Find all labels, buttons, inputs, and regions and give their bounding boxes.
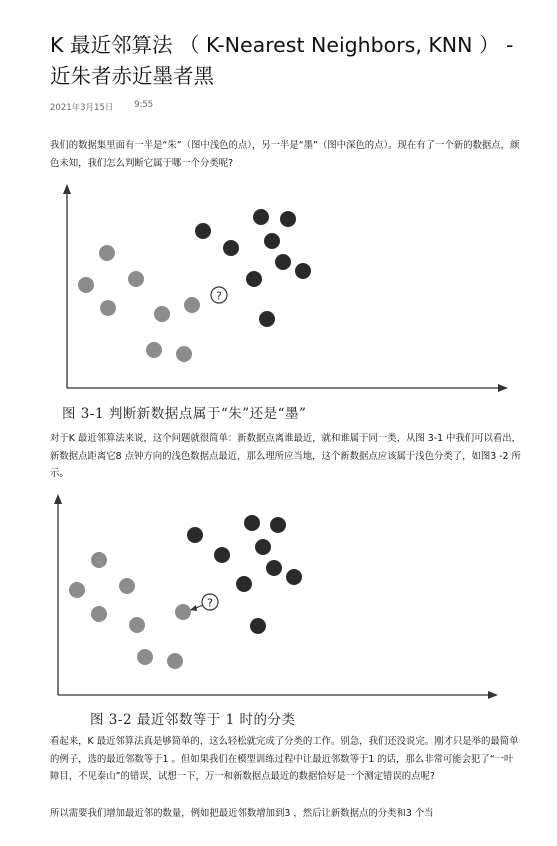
- figure-3-2-caption: 图 3-2 最近邻数等于 1 时的分类: [90, 712, 296, 728]
- paragraph-2: 对于K 最近邻算法来说，这个问题就很简单：新数据点离谁最近，就和谁属于同一类，从图 3-1 中我们可以看出，新数据点距离它8 点钟方向的浅色数据点最近，那么理所应当地，这个新数据点应该属于浅色分类了，如图3 -2 所示。: [50, 433, 522, 479]
- dark-point: [250, 618, 266, 634]
- light-point: [91, 552, 107, 568]
- scatter-figure-3-2: [50, 492, 520, 702]
- light-point: [129, 617, 145, 633]
- y-axis-arrow: [54, 494, 62, 504]
- dark-point: [286, 569, 302, 585]
- dark-point: [270, 517, 286, 533]
- scatter-figure-3-1: [50, 182, 520, 397]
- unknown-point: [202, 594, 218, 610]
- dark-point: [259, 311, 275, 327]
- dark-point: [236, 576, 252, 592]
- light-point: [167, 653, 183, 669]
- dark-point: [223, 240, 239, 256]
- x-axis-arrow: [488, 691, 498, 699]
- dark-points: [187, 515, 302, 634]
- figure-3-1-caption: 图 3-1 判断新数据点属于“朱”还是“墨”: [62, 406, 307, 422]
- unknown-point-label: ?: [216, 289, 222, 303]
- light-point: [176, 346, 192, 362]
- light-point: [100, 300, 116, 316]
- article-time: 9:55: [134, 100, 154, 110]
- article-meta: [50, 101, 153, 113]
- nearest-neighbor-arrow: [190, 605, 203, 611]
- figure-3-1: [50, 182, 520, 422]
- article-date: 2021年3月15日: [50, 103, 114, 113]
- dark-points: [195, 209, 311, 327]
- light-point: [91, 606, 107, 622]
- light-point: [137, 649, 153, 665]
- dark-point: [255, 539, 271, 555]
- light-point: [99, 245, 115, 261]
- light-point: [154, 306, 170, 322]
- x-axis-arrow: [498, 384, 508, 392]
- light-point: [146, 342, 162, 358]
- light-point: [78, 277, 94, 293]
- paragraph-1: 我们的数据集里面有一半是“朱”（图中浅色的点），另一半是“墨”（图中深色的点）。现在有了一个新的数据点，颜色未知，我们怎么判断它属于哪一个分类呢?: [50, 140, 520, 169]
- dark-point: [275, 254, 291, 270]
- dark-point: [295, 263, 311, 279]
- unknown-point: [211, 287, 227, 303]
- light-points: [78, 245, 200, 362]
- dark-point: [266, 560, 282, 576]
- dark-point: [253, 209, 269, 225]
- y-axis-arrow: [63, 184, 71, 194]
- arrow-head: [190, 605, 197, 611]
- dark-point: [214, 547, 230, 563]
- dark-point: [280, 211, 296, 227]
- unknown-point-label: ?: [207, 596, 213, 610]
- light-point: [119, 578, 135, 594]
- light-point: [69, 582, 85, 598]
- dark-point: [246, 271, 262, 287]
- dark-point: [187, 527, 203, 543]
- article-title: K 最近邻算法 （ K-Nearest Neighbors, KNN ） - 近朱者赤近墨者黑: [50, 33, 514, 88]
- dark-point: [244, 515, 260, 531]
- dark-point: [195, 223, 211, 239]
- figure-3-2: [50, 492, 520, 732]
- light-point: [184, 297, 200, 313]
- paragraph-3: 看起来，K 最近邻算法真是够简单的，这么轻松就完成了分类的工作。别急，我们还没说完。刚才只是举的最简单的例子，选的最近邻数等于1 。但如果我们在模型训练过程中让最近邻数等于1 的话，那么非常可能会犯了“一叶障目，不见泰山”的错误，试想一下，万一和新数据点最近的数据恰好是一个测定错误的点呢?: [50, 736, 519, 782]
- light-points: [69, 552, 191, 669]
- light-point: [175, 604, 191, 620]
- light-point: [128, 271, 144, 287]
- paragraph-4: 所以需要我们增加最近邻的数量，例如把最近邻数增加到3 ，然后让新数据点的分类和3 个当: [50, 808, 434, 819]
- dark-point: [264, 233, 280, 249]
